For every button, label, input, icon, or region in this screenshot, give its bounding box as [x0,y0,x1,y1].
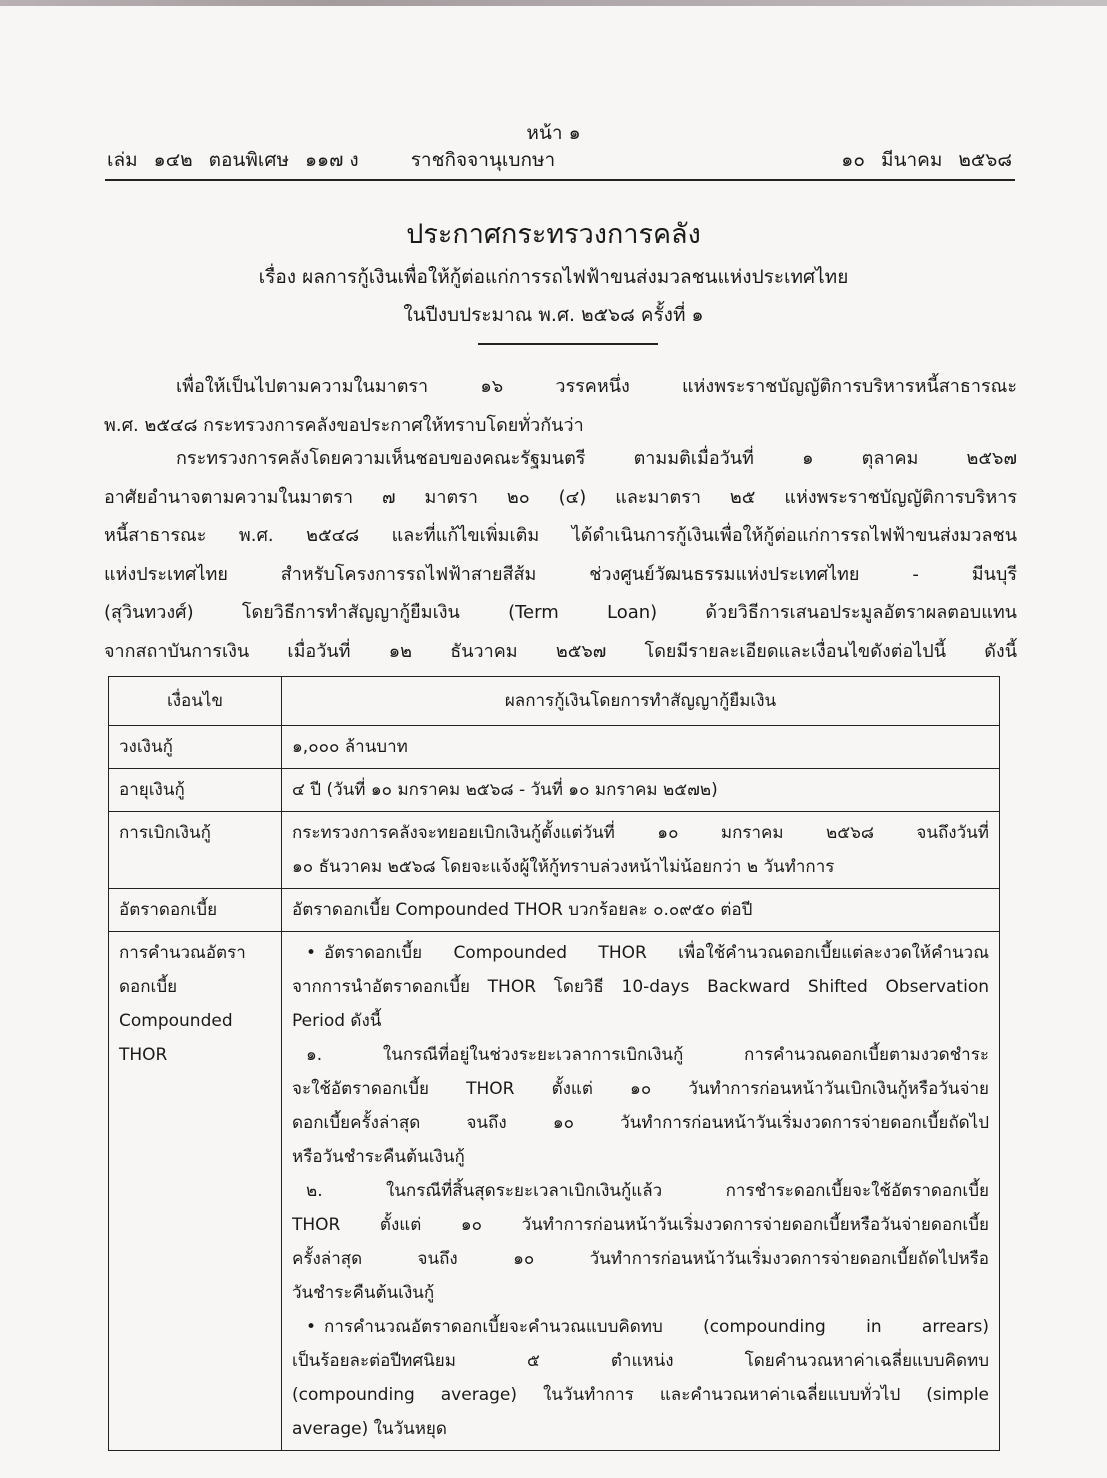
table-row [109,812,1000,889]
paragraph-line: พ.ศ. ๒๕๔๘ กระทรวงการคลังขอประกาศให้ทราบโดยทั่วกันว่า [104,414,584,436]
volume-info [107,145,359,175]
volume-number: ๑๔๒ [153,149,193,171]
paragraph-2 [104,440,1017,671]
row-value [282,889,1000,932]
bullet-item: • การคำนวณอัตราดอกเบี้ยจะคำนวณแบบคิดทบ (compounding in arrears) [292,1310,989,1344]
issue-label: ตอนพิเศษ [208,149,289,171]
row-value [282,812,1000,889]
row-label: อัตราดอกเบี้ย [109,889,282,932]
paragraph-line: แห่งประเทศไทย สำหรับโครงการรถไฟฟ้าสายสีส้ม ช่วงศูนย์วัฒนธรรมแห่งประเทศไทย - มีนบุรี [104,563,1017,585]
date-day: ๑๐ [841,149,865,171]
row-value [282,769,1000,812]
gazette-name: ราชกิจจานุเบกษา [410,149,556,171]
paragraph-line: หนี้สาธารณะ พ.ศ. ๒๕๔๘ และที่แก้ไขเพิ่มเติม ได้ดำเนินการกู้เงินเพื่อให้กู้ต่อแก่การรถไฟฟ้าขนส่งมวลชน [104,525,1017,546]
column-header-result: ผลการกู้เงินโดยการทำสัญญากู้ยืมเงิน [282,677,1000,726]
value-line: THOR ตั้งแต่ ๑๐ วันทำการก่อนหน้าวันเริ่มงวดการจ่ายดอกเบี้ยหรือวันจ่ายดอกเบี้ย [292,1215,989,1235]
paragraph-line: กระทรวงการคลังโดยความเห็นชอบของคณะรัฐมนตรี ตามมติเมื่อวันที่ ๑ ตุลาคม ๒๕๖๗ [176,448,1017,469]
date-year: ๒๕๖๘ [958,149,1012,171]
document-subject: เรื่อง ผลการกู้เงินเพื่อให้กู้ต่อแก่การรถไฟฟ้าขนส่งมวลชนแห่งประเทศไทย [258,266,849,288]
date-month: มีนาคม [880,149,943,171]
table-row [109,932,1000,1451]
row-label: วงเงินกู้ [109,726,282,769]
label-line: ดอกเบี้ย [119,977,178,997]
table-row [109,889,1000,932]
table-row [109,769,1000,812]
row-value [282,726,1000,769]
paragraph-1 [104,368,1017,445]
value-line: average) ในวันหยุด [292,1419,447,1439]
value-line: ๔ ปี (วันที่ ๑๐ มกราคม ๒๕๖๘ - วันที่ ๑๐ มกราคม ๒๕๗๒) [292,780,718,800]
paragraph-line: (สุวินทวงศ์) โดยวิธีการทำสัญญากู้ยืมเงิน (Term Loan) ด้วยวิธีการเสนอประมูลอัตราผลตอบแทน [104,602,1017,623]
page-number: หน้า ๑ [526,122,581,144]
row-label: การเบิกเงินกู้ [109,812,282,889]
value-line: อัตราดอกเบี้ย Compounded THOR บวกร้อยละ ๐.๐๙๕๐ ต่อปี [292,900,753,920]
value-line: ครั้งล่าสุด จนถึง ๑๐ วันทำการก่อนหน้าวันเริ่มงวดการจ่ายดอกเบี้ยถัดไปหรือ [292,1249,989,1269]
paragraph-line: เพื่อให้เป็นไปตามความในมาตรา ๑๖ วรรคหนึ่ง แห่งพระราชบัญญัติการบริหารหนี้สาธารณะ [176,376,1017,397]
column-header-condition: เงื่อนไข [109,677,282,726]
table-header-row [109,677,1000,726]
value-line: ดอกเบี้ยครั้งล่าสุด จนถึง ๑๐ วันทำการก่อนหน้าวันเริ่มงวดการจ่ายดอกเบี้ยถัดไป [292,1113,989,1133]
paragraph-line: อาศัยอำนาจตามความในมาตรา ๗ มาตรา ๒๐ (๔) และมาตรา ๒๕ แห่งพระราชบัญญัติการบริหาร [104,486,1017,508]
document-title: ประกาศกระทรวงการคลัง [406,219,701,250]
gazette-header [107,145,1012,175]
header-divider [105,179,1015,181]
table-row [109,726,1000,769]
volume-label: เล่ม [107,149,138,171]
publication-date [841,145,1012,175]
title-divider [478,343,658,345]
value-line: จะใช้อัตราดอกเบี้ย THOR ตั้งแต่ ๑๐ วันทำการก่อนหน้าวันเบิกเงินกู้หรือวันจ่าย [292,1079,989,1099]
issue-number: ๑๑๗ ง [304,149,359,171]
value-line: ๑๐ ธันวาคม ๒๕๖๘ โดยจะแจ้งผู้ให้กู้ทราบล่วงหน้าไม่น้อยกว่า ๒ วันทำการ [292,857,835,877]
label-line: Compounded [119,1011,233,1031]
row-value [282,932,1000,1451]
loan-conditions-table [108,676,1000,1451]
value-line: ๑,๐๐๐ ล้านบาท [292,737,408,757]
value-line: จากการนำอัตราดอกเบี้ย THOR โดยวิธี 10-days Backward Shifted Observation [292,977,989,997]
row-label: อายุเงินกู้ [109,769,282,812]
paragraph-line: จากสถาบันการเงิน เมื่อวันที่ ๑๒ ธันวาคม ๒๕๖๗ โดยมีรายละเอียดและเงื่อนไขดังต่อไปนี้ ดังนี้ [104,640,1017,662]
document-subject-line2: ในปีงบประมาณ พ.ศ. ๒๕๖๘ ครั้งที่ ๑ [403,304,704,326]
value-line: กระทรวงการคลังจะทยอยเบิกเงินกู้ตั้งแต่วันที่ ๑๐ มกราคม ๒๕๖๘ จนถึงวันที่ [292,823,989,843]
value-line: วันชำระคืนต้นเงินกู้ [292,1283,435,1303]
value-line: เป็นร้อยละต่อปีทศนิยม ๕ ตำแหน่ง โดยคำนวณหาค่าเฉลี่ยแบบคิดทบ [292,1351,989,1371]
value-line: (compounding average) ในวันทำการ และคำนวณหาค่าเฉลี่ยแบบทั่วไป (simple [292,1385,989,1405]
numbered-item: ๒. ในกรณีที่สิ้นสุดระยะเวลาเบิกเงินกู้แล้ว การชำระดอกเบี้ยจะใช้อัตราดอกเบี้ย [306,1181,989,1201]
numbered-item: ๑. ในกรณีที่อยู่ในช่วงระยะเวลาการเบิกเงินกู้ การคำนวณดอกเบี้ยตามงวดชำระ [306,1045,989,1065]
label-line: THOR [119,1045,168,1065]
value-line: Period ดังนี้ [292,1011,382,1031]
row-label [109,932,282,1451]
value-line: หรือวันชำระคืนต้นเงินกู้ [292,1147,465,1167]
bullet-item: • อัตราดอกเบี้ย Compounded THOR เพื่อใช้คำนวณดอกเบี้ยแต่ละงวดให้คำนวณ [292,936,989,970]
label-line: การคำนวณอัตรา [119,943,246,963]
